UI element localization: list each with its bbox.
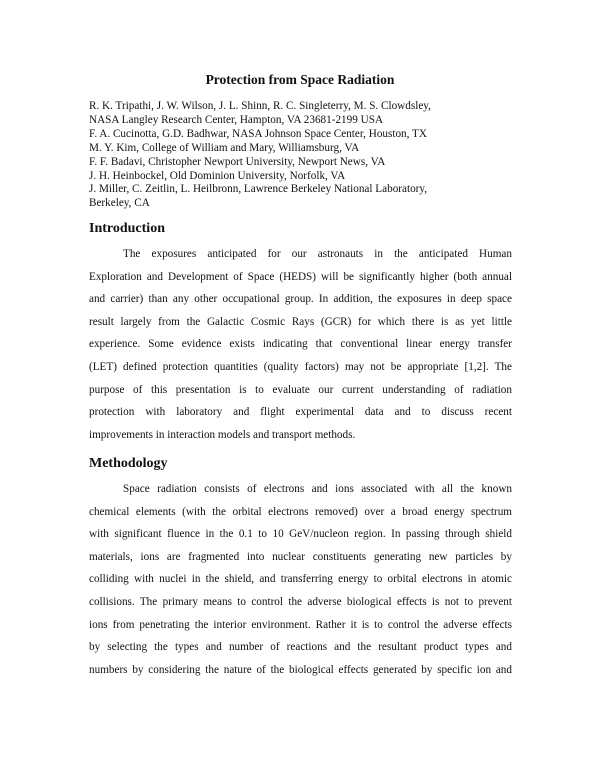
text-line: result largely from the Galactic Cosmic Rays (GCR) for which there is as yet little [89, 315, 512, 328]
text-line: collisions. The primary means to control the adverse biological effects is not to prevent [89, 595, 512, 608]
author-line: F. A. Cucinotta, G.D. Badhwar, NASA Johnson Space Center, Houston, TX [89, 127, 427, 140]
author-line: Berkeley, CA [89, 197, 150, 210]
text-line: improvements in interaction models and transport methods. [89, 428, 356, 441]
text-line: with significant fluence in the 0.1 to 10 GeV/nucleon region. In passing through shield [89, 528, 512, 541]
text-line: by selecting the types and number of reactions and the resultant product types and [89, 641, 512, 654]
section-heading-methodology: Methodology [89, 456, 168, 471]
text-line: Space radiation consists of electrons and ions associated with all the known [123, 483, 512, 495]
section-heading-introduction: Introduction [89, 221, 165, 236]
introduction-paragraph [89, 243, 512, 446]
text-line: The exposures anticipated for our astronauts in the anticipated Human [123, 248, 512, 260]
paper-title: Protection from Space Radiation [205, 72, 395, 87]
text-line: and carrier) than any other occupational group. In addition, the exposures in deep space [89, 293, 512, 306]
text-line: protection with laboratory and flight experimental data and to discuss recent [89, 406, 512, 419]
text-line: Exploration and Development of Space (HEDS) will be significantly higher (both annual [89, 270, 512, 283]
text-line: (LET) defined protection quantities (quality factors) may not be appropriate [1,2]. The [89, 360, 512, 373]
text-line: materials, ions are fragmented into nuclear constituents generating new particles by [89, 550, 512, 563]
text-line: chemical elements (with the orbital electrons removed) over a broad energy spectrum [89, 505, 512, 518]
author-line: J. Miller, C. Zeitlin, L. Heilbronn, Lawrence Berkeley National Laboratory, [89, 183, 428, 196]
text-line: colliding with nuclei in the shield, and transferring energy to orbital electrons in atomic [89, 573, 512, 586]
author-line: R. K. Tripathi, J. W. Wilson, J. L. Shinn, R. C. Singleterry, M. S. Clowdsley, [89, 100, 431, 112]
methodology-paragraph [89, 478, 512, 681]
text-line: ions from penetrating the interior environment. Rather it is to control the adverse effects [89, 618, 512, 631]
author-list [89, 100, 509, 211]
author-line: F. F. Badavi, Christopher Newport University, Newport News, VA [89, 155, 386, 168]
author-line: J. H. Heinbockel, Old Dominion University, Norfolk, VA [89, 169, 346, 182]
author-line: NASA Langley Research Center, Hampton, VA 23681-2199 USA [89, 113, 384, 126]
text-line: numbers by considering the nature of the biological effects generated by specific ion and [89, 663, 512, 676]
author-line: M. Y. Kim, College of William and Mary, Williamsburg, VA [89, 141, 360, 154]
text-line: experience. Some evidence exists indicating that conventional linear energy transfer [89, 338, 512, 351]
text-line: purpose of this presentation is to evaluate our current understanding of radiation [89, 383, 512, 396]
